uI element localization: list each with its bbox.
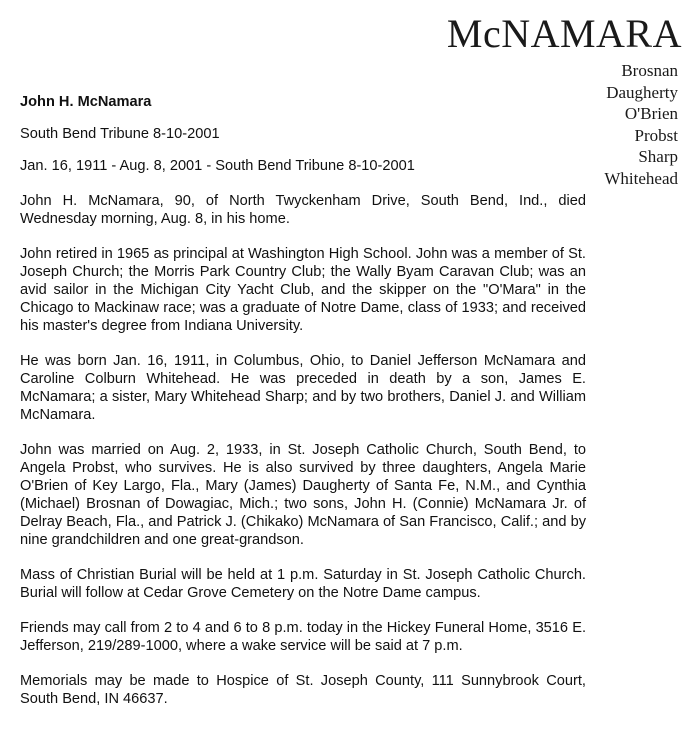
deceased-name: John H. McNamara (20, 94, 152, 110)
related-name: Sharp (638, 147, 678, 166)
related-name: O'Brien (624, 104, 678, 123)
related-name: Brosnan (621, 61, 678, 80)
source-line: South Bend Tribune 8-10-2001 (20, 126, 220, 142)
obituary-paragraph: John retired in 1965 as principal at Washington High School. John was a member of St. Joseph Church; the Morris Park Country Club; the Wally Byam Caravan Club; was an avid sailor in the Michigan City Yacht Club, and the skipper on the "O'Mara" in the Chicago to Mackinaw race; was a graduate of Notre Dame, class of 1933; and received his master's degree from Indiana University. (20, 246, 586, 334)
life-dates-line: Jan. 16, 1911 - Aug. 8, 2001 - South Bend Tribune 8-10-2001 (20, 158, 415, 174)
obituary-paragraph: He was born Jan. 16, 1911, in Columbus, Ohio, to Daniel Jefferson McNamara and Caroline Colburn Whitehead. He was preceded in death by a son, James E. McNamara; a sister, Mary Whitehead Sharp; and by two brothers, Daniel J. and William McNamara. (20, 353, 586, 423)
related-name: Whitehead (604, 168, 678, 188)
obituary-paragraph: Mass of Christian Burial will be held at 1 p.m. Saturday in St. Joseph Catholic Church. Burial will follow at Cedar Grove Cemetery on the Notre Dame campus. (20, 567, 586, 601)
obituary-paragraph: John H. McNamara, 90, of North Twyckenham Drive, South Bend, Ind., died Wednesday morning, Aug. 8, in his home. (20, 193, 586, 227)
related-name: Probst (634, 125, 678, 145)
related-names-list (604, 60, 678, 189)
obituary-content (20, 93, 586, 708)
obituary-paragraph: Memorials may be made to Hospice of St. Joseph County, 111 Sunnybrook Court, South Bend, IN 46637. (20, 673, 586, 707)
obituary-paragraph: Friends may call from 2 to 4 and 6 to 8 p.m. today in the Hickey Funeral Home, 3516 E. Jefferson, 219/289-1000, where a wake service will be said at 7 p.m. (20, 620, 586, 654)
family-name-heading: McNAMARA (446, 11, 682, 56)
obituary-paragraph: John was married on Aug. 2, 1933, in St. Joseph Catholic Church, South Bend, to Angela Probst, who survives. He is also survived by three daughters, Angela Marie O'Brien of Key Largo, Fla., Mary (James) Daugherty of Santa Fe, N.M., and Cynthia (Michael) Brosnan of Dowagiac, Mich.; two sons, John H. (Connie) McNamara Jr. of Delray Beach, Fla., and Patrick J. (Chikako) McNamara of San Francisco, Calif.; and by nine grandchildren and one great-grandson. (20, 442, 586, 548)
related-name: Daugherty (606, 82, 678, 102)
